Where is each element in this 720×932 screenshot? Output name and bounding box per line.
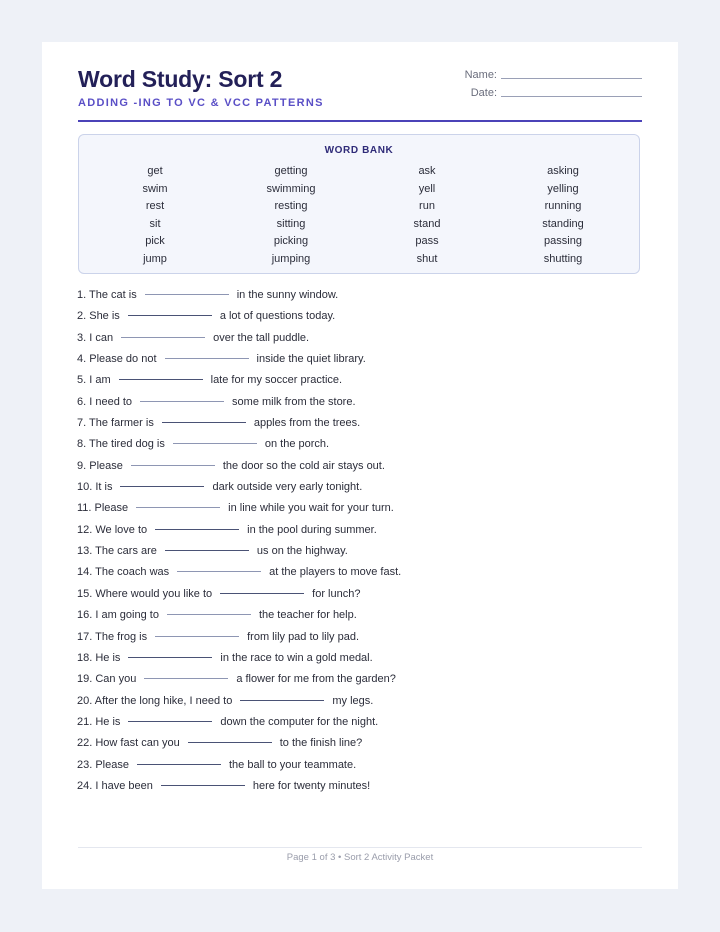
sentence-text-after: in the pool during summer. [247,523,377,536]
word-bank-word: pick [145,235,165,248]
sentence-item [77,413,637,434]
sentence-text-before: 8. The tired dog is [77,438,165,451]
answer-blank[interactable] [140,401,224,402]
word-bank-word: stand [413,217,441,230]
sentence-text-before: 2. She is [77,310,120,323]
word-bank-word: swim [142,182,168,195]
word-bank-word: sit [149,217,161,230]
sentence-text-after: in the sunny window. [236,289,339,301]
answer-blank[interactable] [167,614,251,615]
sentence-text-after: in line while you wait for your turn. [228,502,394,515]
sentence-text-after: the ball to your teammate. [228,758,357,771]
answer-blank[interactable] [137,764,221,765]
answer-blank[interactable] [162,422,246,423]
worksheet-page [42,42,678,889]
header-divider [78,120,642,122]
sentence-text-after: in the race to win a gold medal. [220,651,373,664]
word-bank-word: passing [544,235,582,248]
sentence-text-before: 5. I am [77,374,111,387]
sentence-item [77,605,637,626]
sentence-item [77,349,637,370]
sentence-text-before: 24. I have been [77,779,153,792]
answer-blank[interactable] [177,571,261,572]
sentence-text-before: 6. I need to [77,395,133,408]
sentence-text-after: to the finish line? [279,737,363,750]
answer-blank[interactable] [136,507,220,508]
sentence-text-after: some milk from the store. [232,395,356,408]
word-bank-word: sitting [276,217,306,230]
sentence-text-before: 21. He is [77,715,121,728]
sentence-text-before: 23. Please [77,758,129,771]
page-title: Word Study: Sort 2 [78,66,283,92]
sentence-text-before: 14. The coach was [77,566,170,579]
sentence-item [77,755,637,776]
answer-blank[interactable] [165,550,249,551]
sentence-item [77,477,637,498]
sentence-item [77,733,637,754]
sentence-text-after: at the players to move fast. [269,566,402,579]
word-bank-word: yelling [547,182,579,195]
sentence-text-after: here for twenty minutes! [252,779,371,792]
page-footer: Page 1 of 3 • Sort 2 Activity Packet [286,852,434,863]
sentence-text-after: on the porch. [264,438,330,451]
sentence-text-before: 3. I can [77,331,114,344]
sentence-text-before: 22. How fast can you [77,737,180,750]
word-bank-word: asking [547,165,579,177]
footer-divider [78,847,642,848]
answer-blank[interactable] [188,742,272,743]
date-label: Date: [470,87,497,99]
word-bank-word: running [544,200,582,213]
sentence-text-after: us on the highway. [256,545,348,558]
sentence-item [77,712,637,733]
sentence-item [77,370,637,391]
sentence-list [77,285,637,797]
word-bank-word: yell [418,182,436,195]
word-bank-word: ask [418,165,436,177]
sentence-text-after: from lily pad to lily pad. [247,630,360,643]
word-bank-word: getting [274,165,308,177]
sentence-text-before: 13. The cars are [77,545,157,558]
sentence-text-after: my legs. [332,694,374,707]
answer-blank[interactable] [165,358,249,359]
word-bank-word: jump [143,252,167,265]
sentence-item [77,434,637,455]
sentence-item [77,562,637,583]
word-bank-grid [87,163,631,269]
sentence-text-before: 4. Please do not [77,353,157,366]
sentence-item [77,520,637,541]
word-bank-word: run [419,200,435,213]
sentence-text-before: 18. He is [77,651,121,664]
sentence-item [77,648,637,669]
sentence-item [77,456,637,477]
answer-blank[interactable] [144,678,228,679]
answer-blank[interactable] [220,593,304,594]
name-field[interactable] [501,78,642,79]
sentence-text-before: 7. The farmer is [77,417,154,430]
sentence-text-before: 1. The cat is [77,289,137,301]
sentence-text-before: 19. Can you [77,673,137,686]
sentence-text-before: 9. Please [77,459,123,472]
sentence-text-before: 20. After the long hike, I need to [77,694,233,707]
sentence-text-before: 16. I am going to [77,609,159,622]
sentence-item [77,498,637,519]
sentence-text-after: for lunch? [312,587,361,600]
word-bank-word: shut [416,252,438,265]
name-label: Name: [464,69,497,81]
word-bank-title: WORD BANK [324,145,394,156]
answer-blank[interactable] [120,486,204,487]
word-bank-word: jumping [271,252,311,265]
sentence-text-after: down the computer for the night. [220,715,379,728]
word-bank-word: standing [542,217,584,230]
word-bank-word: resting [274,200,308,213]
sentence-item [77,584,637,605]
word-bank-word: rest [145,200,165,213]
sentence-item [77,285,637,306]
answer-blank[interactable] [121,337,205,338]
sentence-item [77,776,637,797]
sentence-item [77,392,637,413]
word-bank-word: pass [415,235,439,248]
name-row [465,69,642,81]
sentence-text-after: dark outside very early tonight. [212,481,363,494]
sentence-text-after: a lot of questions today. [219,310,336,323]
answer-blank[interactable] [240,700,324,701]
sentence-text-after: the door so the cold air stays out. [222,459,385,472]
word-bank-word: swimming [266,182,316,195]
answer-blank[interactable] [128,657,212,658]
answer-blank[interactable] [128,721,212,722]
page-subtitle: ADDING -ING TO VC & VCC PATTERNS [78,97,324,109]
answer-blank[interactable] [119,379,203,380]
sentence-item [77,328,637,349]
sentence-item [77,669,637,690]
date-row [471,87,642,99]
sentence-text-after: a flower for me from the garden? [236,673,396,686]
sentence-text-after: over the tall puddle. [213,331,310,344]
date-field[interactable] [501,96,642,97]
word-bank [78,134,640,274]
answer-blank[interactable] [128,315,212,316]
answer-blank[interactable] [173,443,257,444]
answer-blank[interactable] [161,785,245,786]
sentence-item [77,691,637,712]
answer-blank[interactable] [155,636,239,637]
sentence-text-after: inside the quiet library. [256,353,366,366]
answer-blank[interactable] [131,465,215,466]
sentence-item [77,627,637,648]
sentence-item [77,306,637,327]
sentence-text-before: 11. Please [77,502,129,515]
sentence-text-before: 17. The frog is [77,630,148,643]
sentence-item [77,541,637,562]
sentence-text-before: 12. We love to [77,523,148,536]
answer-blank[interactable] [155,529,239,530]
word-bank-word: picking [273,235,309,248]
sentence-text-before: 10. It is [77,481,113,494]
sentence-text-after: late for my soccer practice. [210,374,343,387]
answer-blank[interactable] [145,294,229,295]
sentence-text-after: the teacher for help. [258,609,357,622]
sentence-text-before: 15. Where would you like to [77,587,213,600]
word-bank-word: shutting [543,252,583,265]
sentence-text-after: apples from the trees. [253,417,361,430]
word-bank-word: get [147,165,163,177]
